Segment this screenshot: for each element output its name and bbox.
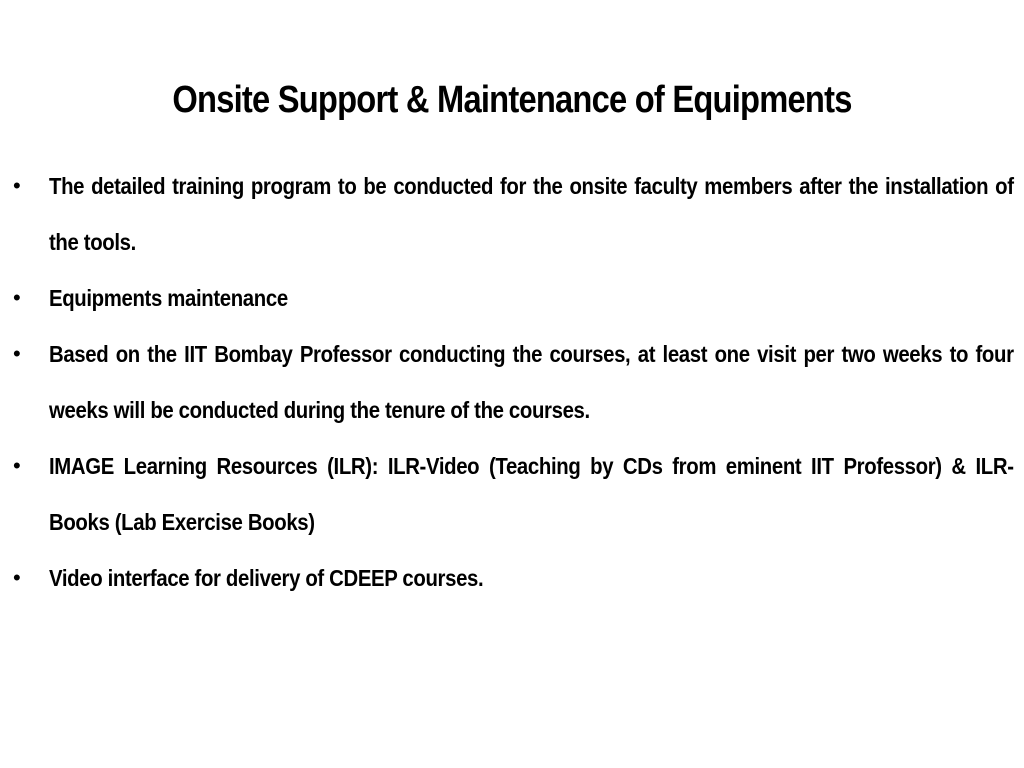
- bullet-text-ilr: IMAGE Learning Resources (ILR): ILR-Video (Teaching by CDs from eminent IIT Professor) & ILR-Books (Lab Exercise Books): [49, 453, 1014, 535]
- slide-title: Onsite Support & Maintenance of Equipments: [172, 79, 852, 122]
- bullet-list: [0, 158, 1024, 606]
- bullet-item-video: [0, 550, 1024, 606]
- bullet-item-ilr: [0, 438, 1024, 550]
- bullet-dot-icon: •: [13, 453, 21, 478]
- bullet-text-video: Video interface for delivery of CDEEP courses.: [49, 565, 484, 591]
- bullet-text-training: The detailed training program to be conducted for the onsite faculty members after the installation of the tools.: [49, 173, 1014, 255]
- bullet-dot-icon: •: [13, 341, 21, 366]
- bullet-item-maintenance: [0, 270, 1024, 326]
- bullet-text-maintenance: Equipments maintenance: [49, 285, 288, 311]
- bullet-dot-icon: •: [13, 173, 21, 198]
- bullet-text-visits: Based on the IIT Bombay Professor conducting the courses, at least one visit per two weeks to four weeks will be conducted during the tenure of the courses.: [49, 341, 1014, 423]
- bullet-dot-icon: •: [13, 565, 21, 590]
- bullet-item-training: [0, 158, 1024, 270]
- bullet-dot-icon: •: [13, 285, 21, 310]
- bullet-item-visits: [0, 326, 1024, 438]
